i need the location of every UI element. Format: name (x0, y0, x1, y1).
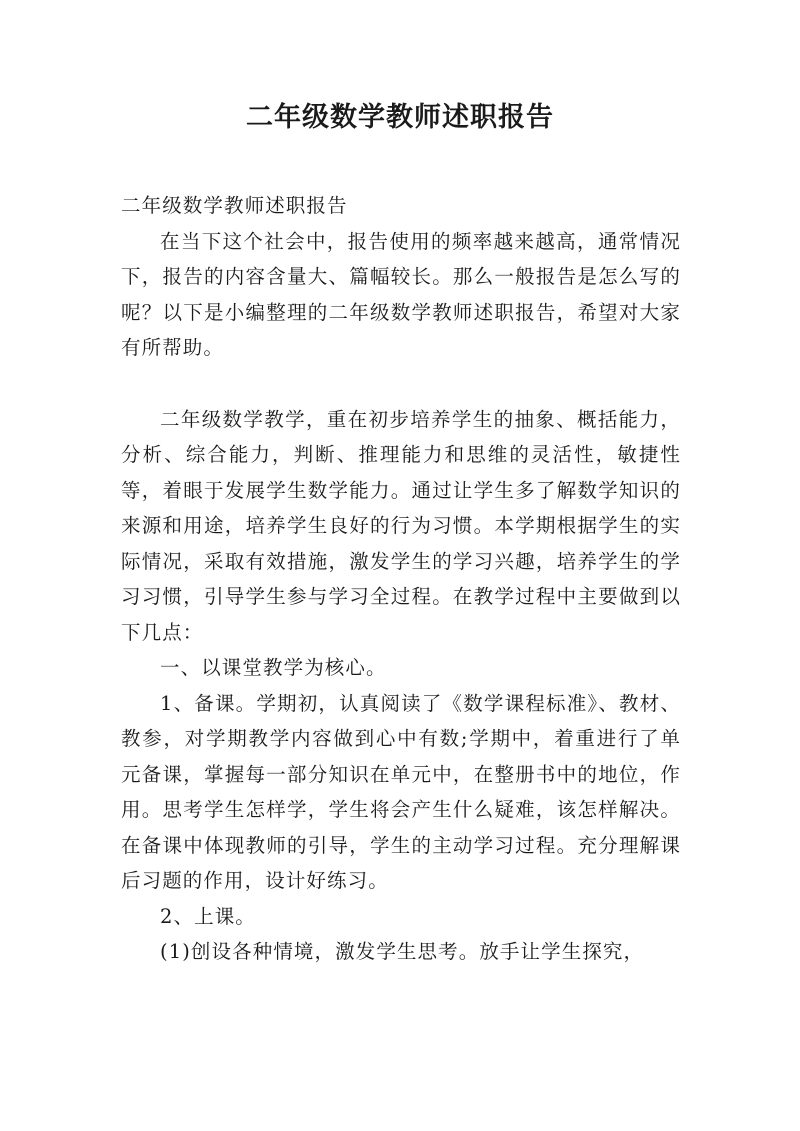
body-paragraph-overview: 二年级数学教学，重在初步培养学生的抽象、概括能力，分析、综合能力，判断、推理能力和思维的灵活性，敏捷性等，着眼于发展学生数学能力。通过让学生多了解数学知识的来源和用途，培养学生良好的行为习惯。本学期根据学生的实际情况，采取有效措施，激发学生的学习兴趣，培养学生的学习习惯，引导学生参与学习全过程。在教学过程中主要做到以下几点： (121, 407, 681, 644)
document-subtitle: 二年级数学教师述职报告 (121, 194, 348, 217)
body-paragraph-situations: (1)创设各种情境，激发学生思考。放手让学生探究， (160, 940, 645, 963)
body-paragraph-lesson-prep: 1、备课。学期初，认真阅读了《数学课程标准》、教材、教参，对学期教学内容做到心中有数;学期中，着重进行了单元备课，掌握每一部分知识在单元中，在整册书中的地位，作用。思考学生怎样学，学生将会产生什么疑难，该怎样解决。在备课中体现教师的引导，学生的主动学习过程。充分理解课后习题的作用，设计好练习。 (121, 691, 681, 892)
document-title: 二年级数学教师述职报告 (246, 102, 554, 133)
intro-paragraph: 在当下这个社会中，报告使用的频率越来越高，通常情况下，报告的内容含量大、篇幅较长。那么一般报告是怎么写的呢？以下是小编整理的二年级数学教师述职报告，希望对大家有所帮助。 (121, 229, 681, 359)
section-heading-teaching: 2、上课。 (160, 904, 256, 928)
section-heading-classroom: 一、以课堂教学为核心。 (160, 656, 387, 679)
paragraph-gap (121, 366, 681, 402)
document-body (121, 188, 681, 970)
